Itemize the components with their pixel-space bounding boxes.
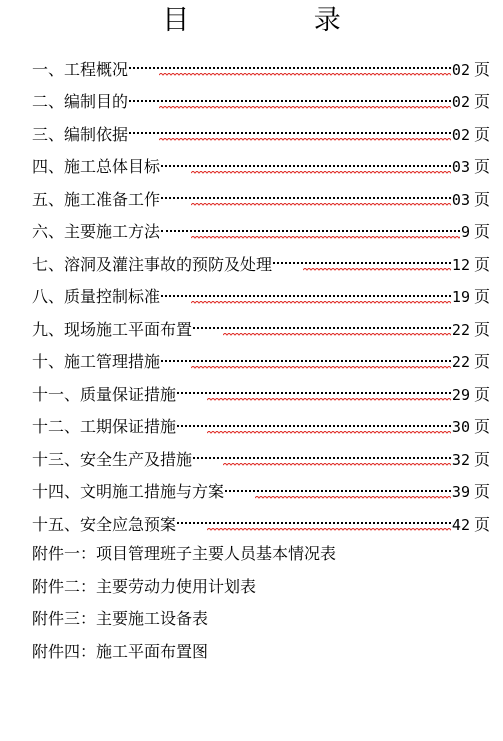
toc-entry-page — [452, 512, 490, 535]
spellcheck-underline — [191, 366, 451, 370]
toc-entry[interactable] — [32, 345, 490, 378]
page-unit: 页 — [473, 384, 490, 404]
toc-entry-page — [452, 89, 490, 112]
dot-leader — [161, 287, 451, 305]
page-unit: 页 — [473, 287, 490, 307]
toc-entry[interactable] — [32, 377, 490, 410]
dot-leader — [177, 514, 451, 532]
toc-entry-page — [452, 447, 490, 470]
toc-entry-label: 十五、安全应急预案 — [32, 514, 177, 534]
toc-entry[interactable] — [32, 442, 490, 475]
spellcheck-underline — [191, 301, 451, 305]
spellcheck-underline — [223, 333, 451, 337]
dot-leader — [225, 482, 451, 500]
dot-leader — [177, 417, 451, 435]
page-unit: 页 — [473, 189, 490, 209]
dot-leader — [161, 352, 451, 370]
spellcheck-underline — [191, 203, 451, 207]
toc-entry[interactable] — [32, 507, 490, 540]
appendix-item[interactable]: 附件二：主要劳动力使用计划表 — [32, 577, 257, 596]
toc-entry[interactable] — [32, 215, 490, 248]
toc-entry-label: 十四、文明施工措施与方案 — [32, 482, 225, 502]
page-number: 02 — [451, 60, 470, 79]
spellcheck-underline — [159, 73, 451, 77]
dot-leader — [129, 124, 451, 142]
page-number: 42 — [451, 515, 470, 534]
spellcheck-underline — [207, 431, 451, 435]
toc-entry-label: 十二、工期保证措施 — [32, 417, 177, 437]
spellcheck-underline — [207, 398, 451, 402]
spellcheck-underline — [191, 171, 451, 175]
page-unit: 页 — [473, 59, 490, 79]
dot-leader — [161, 157, 451, 175]
page-unit: 页 — [473, 482, 490, 502]
toc-entry-label: 十、施工管理措施 — [32, 352, 161, 372]
toc-entry-label: 八、质量控制标准 — [32, 287, 161, 307]
page-unit: 页 — [473, 514, 490, 534]
spellcheck-underline — [255, 496, 451, 500]
toc-entry-label: 七、溶洞及灌注事故的预防及处理 — [32, 254, 273, 274]
toc-entry-label: 十三、安全生产及措施 — [32, 449, 193, 469]
page-number: 39 — [451, 483, 470, 502]
toc-entry[interactable] — [32, 247, 490, 280]
dot-leader — [161, 222, 460, 240]
toc-entry-page — [452, 122, 490, 145]
toc-entry-page — [452, 317, 490, 340]
toc-entry[interactable] — [32, 182, 490, 215]
dot-leader — [193, 449, 451, 467]
page-number: 03 — [451, 158, 470, 177]
toc-entry[interactable] — [32, 312, 490, 345]
page-number: 22 — [451, 353, 470, 372]
document-title: 目 录 — [162, 5, 399, 36]
toc-entry-page — [452, 154, 490, 177]
dot-leader — [193, 319, 451, 337]
toc-entry[interactable] — [32, 410, 490, 443]
toc-entry-page — [452, 187, 490, 210]
toc-entry-label: 三、编制依据 — [32, 124, 129, 144]
toc-entry-label: 六、主要施工方法 — [32, 222, 161, 242]
toc-entry-page — [452, 349, 490, 372]
page-unit: 页 — [473, 319, 490, 339]
dot-leader — [273, 254, 451, 272]
toc-entry-page — [452, 284, 490, 307]
toc-entry-label: 九、现场施工平面布置 — [32, 319, 193, 339]
spellcheck-underline — [223, 463, 451, 467]
toc-entry[interactable] — [32, 475, 490, 508]
page-number: 9 — [460, 223, 470, 242]
toc-entry-page — [452, 252, 490, 275]
appendix-item[interactable]: 附件四：施工平面布置图 — [32, 642, 209, 661]
toc-entry-page — [452, 414, 490, 437]
page-unit: 页 — [473, 157, 490, 177]
page-number: 02 — [451, 125, 470, 144]
spellcheck-underline — [207, 528, 451, 532]
page-unit: 页 — [473, 449, 490, 469]
page-unit: 页 — [473, 352, 490, 372]
page-number: 22 — [451, 320, 470, 339]
toc-entry[interactable] — [32, 280, 490, 313]
appendix-item[interactable]: 附件一：项目管理班子主要人员基本情况表 — [32, 544, 337, 563]
toc-entry-page — [461, 219, 490, 242]
toc-entry[interactable] — [32, 150, 490, 183]
toc-entry-label: 五、施工准备工作 — [32, 189, 161, 209]
page-unit: 页 — [473, 254, 490, 274]
spellcheck-underline — [191, 236, 460, 240]
appendix-item[interactable]: 附件三：主要施工设备表 — [32, 609, 209, 628]
page-number: 12 — [451, 255, 470, 274]
spellcheck-underline — [159, 138, 451, 142]
toc-entry-label: 四、施工总体目标 — [32, 157, 161, 177]
page-unit: 页 — [473, 222, 490, 242]
spellcheck-underline — [159, 106, 451, 110]
toc-entry-label: 二、编制目的 — [32, 92, 129, 112]
toc-entry-page — [452, 57, 490, 80]
toc-entry[interactable] — [32, 52, 490, 85]
toc-entry-page — [452, 479, 490, 502]
table-of-contents — [32, 52, 490, 540]
toc-entry[interactable] — [32, 117, 490, 150]
dot-leader — [129, 92, 451, 110]
page-unit: 页 — [473, 124, 490, 144]
spellcheck-underline — [303, 268, 451, 272]
dot-leader — [129, 59, 451, 77]
dot-leader — [161, 189, 451, 207]
page-number: 30 — [451, 418, 470, 437]
page-unit: 页 — [473, 417, 490, 437]
page-number: 32 — [451, 450, 470, 469]
page-number: 19 — [451, 288, 470, 307]
toc-entry-page — [452, 382, 490, 405]
page-number: 03 — [451, 190, 470, 209]
dot-leader — [177, 384, 451, 402]
toc-entry-label: 一、工程概况 — [32, 59, 129, 79]
toc-entry-label: 十一、质量保证措施 — [32, 384, 177, 404]
toc-entry[interactable] — [32, 85, 490, 118]
page-number: 29 — [451, 385, 470, 404]
page-number: 02 — [451, 93, 470, 112]
page-unit: 页 — [473, 92, 490, 112]
